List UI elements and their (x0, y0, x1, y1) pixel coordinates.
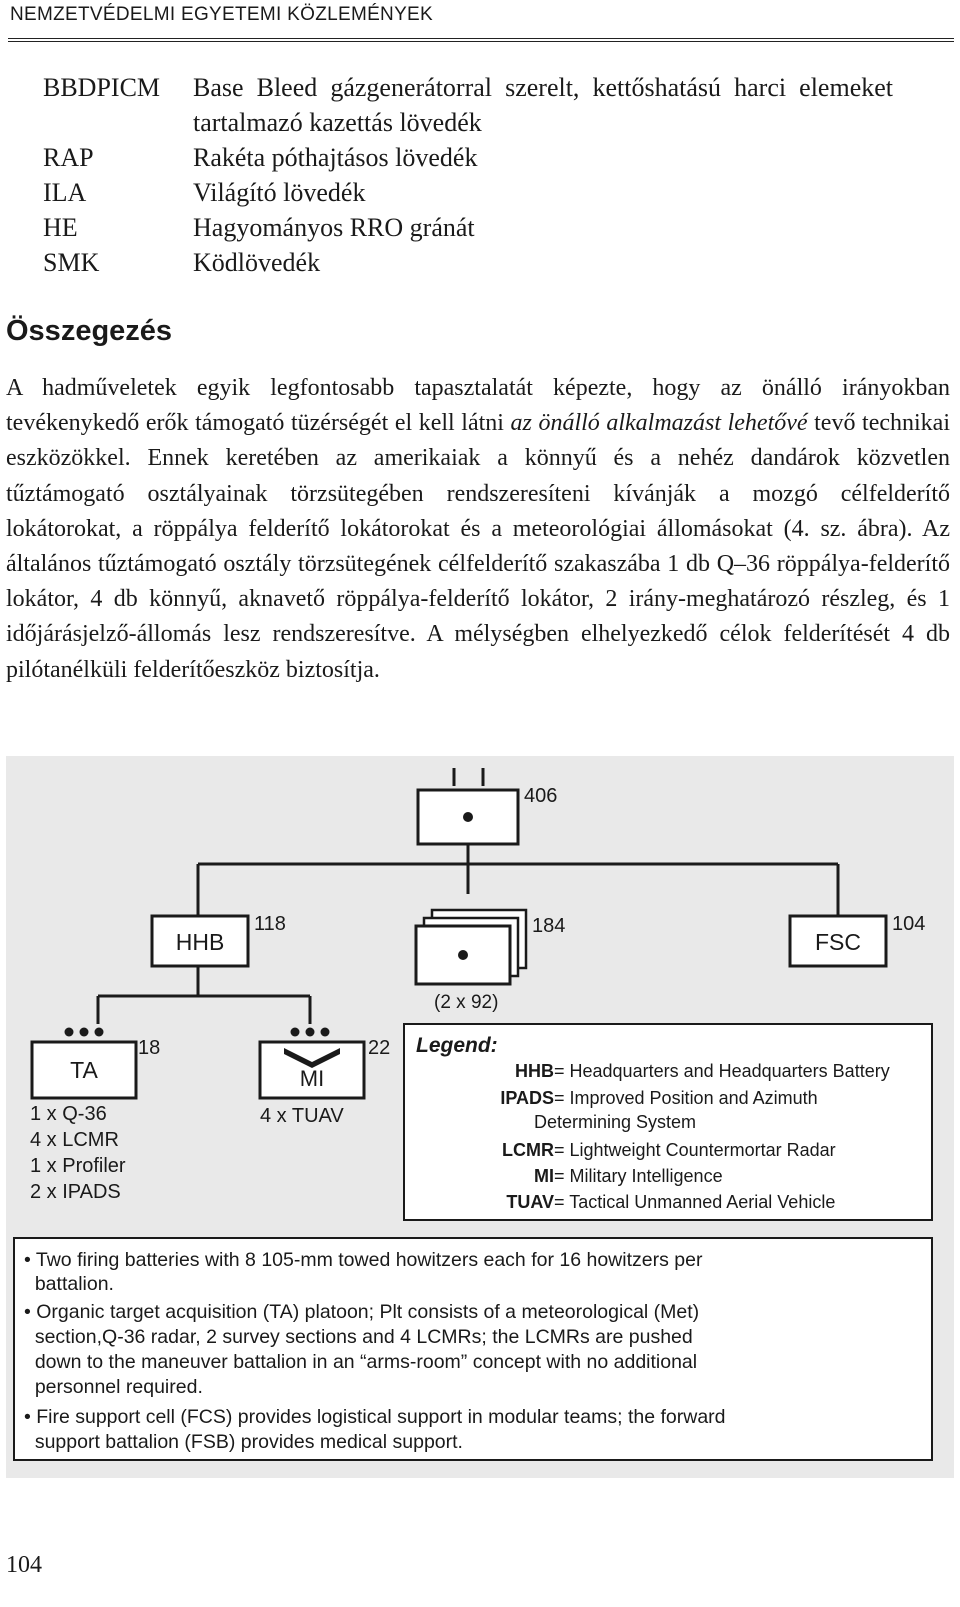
abbreviation-row (43, 210, 893, 245)
section-title: Összegezés (6, 315, 173, 347)
note-line: • Organic target acquisition (TA) platoon; Plt consists of a meteorological (Met) (24, 1301, 700, 1323)
unit-label: TA (70, 1057, 98, 1083)
unit-dot-icon (458, 950, 468, 960)
unit-number: 406 (524, 785, 558, 807)
org-chart-svg (6, 756, 954, 1478)
legend-text: = Tactical Unmanned Aerial Vehicle (554, 1192, 836, 1212)
abbreviation-row (43, 245, 893, 280)
abbreviation-value: Base Bleed gázgenerátorral szerelt, kettőshatású harci elemeket tartalmazó kazettás lövedék (193, 73, 893, 137)
legend-text: = Lightweight Countermortar Radar (554, 1140, 836, 1160)
note-line: down to the maneuver battalion in an “arms-room” concept with no additional (24, 1351, 698, 1373)
header-rule (8, 38, 954, 42)
abbreviation-key: HE (43, 213, 78, 242)
hhb-node (152, 913, 286, 966)
unit-number: 184 (532, 915, 566, 937)
note-line: • Two firing batteries with 8 105-mm towed howitzers each for 16 howitzers per (24, 1249, 703, 1271)
fsc-node (790, 913, 925, 966)
legend-abbr: IPADS (500, 1088, 554, 1108)
notes-box (14, 1238, 932, 1460)
abbreviation-value: Világító lövedék (193, 178, 366, 207)
equipment-item: 2 x IPADS (30, 1181, 121, 1203)
note-line: section,Q-36 radar, 2 survey sections and 4 LCMRs; the LCMRs are pushed (24, 1326, 693, 1348)
page-number: 104 (6, 1552, 42, 1578)
abbreviation-key: BBDPICM (43, 73, 161, 102)
legend-text: = Headquarters and Headquarters Battery (554, 1061, 890, 1081)
paragraph-text: A hadműveletek egyik legfontosabb tapasztalatát képezte, hogy az önálló irányokban tevékenykedő erők támogató tüzérségét el kell látni (6, 375, 950, 437)
unit-note: (2 x 92) (434, 992, 499, 1013)
unit-label: MI (299, 1066, 325, 1091)
italic-phrase: az önálló alkalmazást lehetővé (510, 410, 808, 437)
summary-paragraph (6, 371, 950, 688)
unit-dot-icon (463, 812, 473, 822)
legend-box (404, 1024, 932, 1220)
unit-number: 18 (138, 1037, 161, 1059)
abbreviation-list (43, 70, 893, 280)
legend-text: = Military Intelligence (554, 1166, 723, 1186)
unit-label: FSC (815, 929, 861, 955)
legend-title: Legend: (416, 1034, 498, 1057)
unit-number: 118 (254, 913, 286, 935)
note-line: battalion. (24, 1273, 114, 1295)
unit-label: HHB (175, 929, 225, 955)
org-chart-figure (6, 756, 954, 1478)
abbreviation-value: Ködlövedék (193, 248, 321, 277)
abbreviation-value: Rakéta póthajtásos lövedék (193, 143, 478, 172)
mi-platoon-node (260, 1028, 390, 1128)
platoon-dot-icon (65, 1028, 74, 1037)
firing-battery-node (416, 910, 565, 1013)
note-line: support battalion (FSB) provides medical support. (24, 1431, 463, 1453)
legend-abbr: TUAV (506, 1192, 554, 1212)
note-line: personnel required. (24, 1376, 203, 1398)
legend-text: Determining System (534, 1112, 697, 1132)
equipment-item: 4 x LCMR (30, 1129, 119, 1151)
abbreviation-row (43, 70, 893, 140)
platoon-dot-icon (80, 1028, 89, 1037)
platoon-dot-icon (306, 1028, 315, 1037)
platoon-dot-icon (321, 1028, 330, 1037)
legend-abbr: HHB (515, 1061, 554, 1081)
platoon-dot-icon (291, 1028, 300, 1037)
abbreviation-key: SMK (43, 248, 100, 277)
battalion-node (418, 768, 557, 844)
equipment-item: 1 x Profiler (30, 1155, 126, 1177)
abbreviation-value: Hagyományos RRO gránát (193, 213, 475, 242)
journal-header: NEMZETVÉDELMI EGYETEMI KÖZLEMÉNYEK (10, 4, 433, 25)
abbreviation-row (43, 140, 893, 175)
legend-text: = Improved Position and Azimuth (554, 1088, 818, 1108)
unit-number: 22 (368, 1037, 391, 1059)
abbreviation-key: RAP (43, 143, 94, 172)
unit-number: 104 (892, 913, 926, 935)
ta-platoon-node (30, 1028, 160, 1204)
paragraph-text: tevő technikai eszközökkel. Ennek keretében az amerikaiak a könnyű és a nehéz dandárok közvetlen tűztámogató osztályainak törzsütegében rendszeresíteni kívánják a mozgó célfelderítő lokátorokat, a röppálya felderítő lokátorokat és a meteorológiai állomásokat (4. sz. ábra). Az általános tűztámogató osztály törzsütegének célfelderítő szakaszába 1 db Q–36 röppálya-felderítő lokátor, 4 db könnyű, aknavető röppálya-felderítő lokátor, 2 irány-meghatározó részleg, és 1 időjárásjelző-állomás lesz rendszeresítve. A mélységben elhelyezkedő célok felderítését 4 db pilótanélküli felderítőeszköz biztosítja. (6, 410, 950, 683)
abbreviation-row (43, 175, 893, 210)
legend-abbr: MI (534, 1166, 554, 1186)
abbreviation-key: ILA (43, 178, 87, 207)
equipment-item: 4 x TUAV (260, 1105, 344, 1127)
platoon-dot-icon (95, 1028, 104, 1037)
legend-abbr: LCMR (502, 1140, 554, 1160)
equipment-item: 1 x Q-36 (30, 1103, 107, 1125)
note-line: • Fire support cell (FCS) provides logistical support in modular teams; the forward (24, 1406, 726, 1428)
